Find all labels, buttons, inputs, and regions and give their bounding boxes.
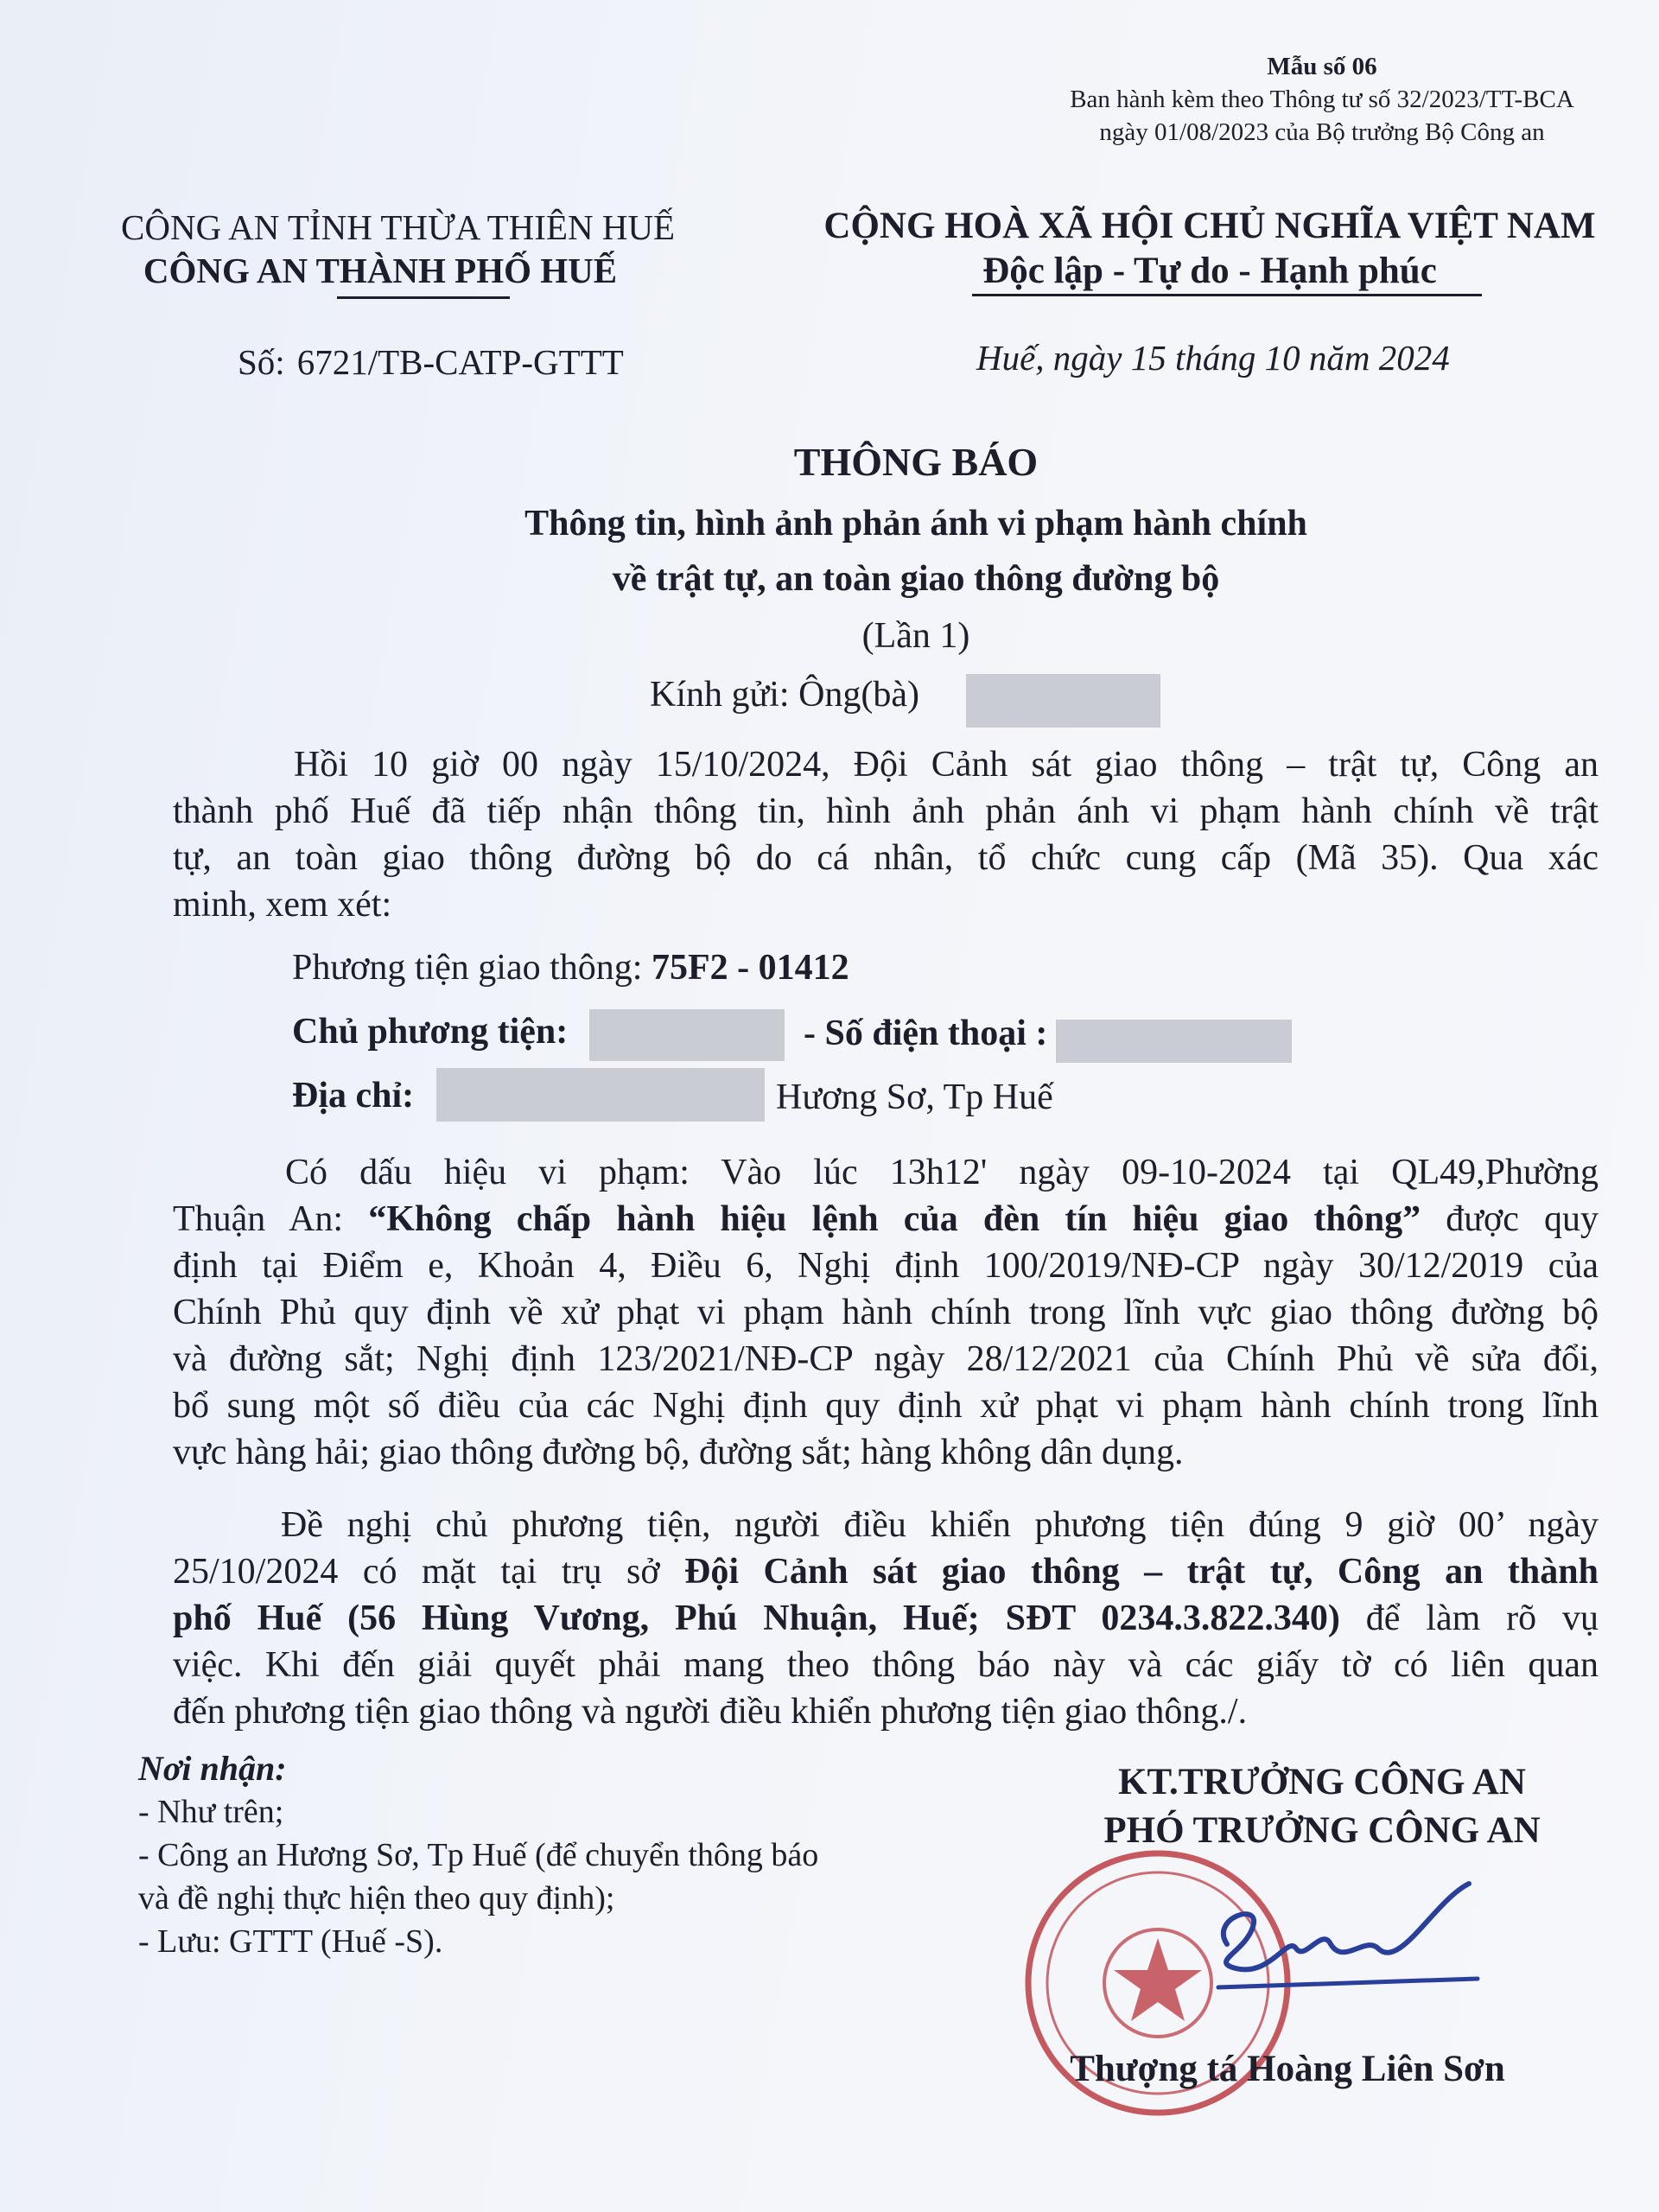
agency-header: [121, 206, 676, 292]
intro-paragraph: [173, 741, 1599, 928]
recipient-item: - Lưu: GTTT (Huế -S).: [138, 1923, 443, 1960]
request-cont: để làm rõ vụ: [1339, 1599, 1599, 1638]
request-address: phố Huế (56 Hùng Vương, Phú Nhuận, Huế; SĐT 0234.3.822.340): [173, 1599, 1340, 1638]
redacted-addressee: [966, 674, 1160, 728]
agency-underline: [337, 296, 510, 299]
request-line: Đề nghị chủ phương tiện, người điều khiển phương tiện đúng 9 giờ 00’ ngày: [281, 1505, 1599, 1545]
notice-round: (Lần 1): [861, 616, 970, 656]
subtitle-line1: Thông tin, hình ảnh phản ánh vi phạm hành chính: [524, 504, 1307, 543]
request-line: việc. Khi đến giải quyết phải mang theo thông báo này và các giấy tờ có liên quan: [173, 1645, 1599, 1685]
request-line: đến phương tiện giao thông và người điều khiển phương tiện giao thông./.: [173, 1692, 1248, 1732]
intro-line: minh, xem xét:: [173, 885, 392, 925]
document-title: THÔNG BÁO: [793, 440, 1039, 484]
form-number: Mẫu số 06: [1267, 53, 1377, 80]
violation-line: [173, 1196, 1599, 1243]
agency-parent: CÔNG AN TỈNH THỪA THIÊN HUẾ: [121, 207, 676, 247]
motto-underline: [972, 294, 1482, 296]
violation-line: Có dấu hiệu vi phạm: Vào lúc 13h12' ngày 09-10-2024 tại QL49,Phường: [285, 1153, 1599, 1192]
agency-name: CÔNG AN THÀNH PHỐ HUẾ: [143, 251, 618, 290]
redacted-owner: [589, 1009, 785, 1061]
vehicle-plate: 75F2 - 01412: [651, 948, 849, 988]
so-value: 6721/TB-CATP-GTTT: [296, 342, 624, 382]
violation-line: Chính Phủ quy định về xử phạt vi phạm hành chính trong lĩnh vực giao thông đường bộ: [173, 1293, 1599, 1332]
recipient-item: - Công an Hương Sơ, Tp Huế (để chuyển thông báo: [138, 1837, 819, 1873]
document-subtitle: [225, 496, 1607, 607]
vehicle-label: Phương tiện giao thông:: [292, 948, 643, 988]
signature-title1: KT.TRƯỞNG CÔNG AN: [1118, 1762, 1526, 1802]
form-issued-line2: ngày 01/08/2023 của Bộ trưởng Bộ Công an: [1099, 118, 1545, 146]
request-line: [173, 1595, 1599, 1642]
violation-line: và đường sắt; Nghị định 123/2021/NĐ-CP ngày 28/12/2021 của Chính Phủ về sửa đổi,: [173, 1339, 1599, 1379]
recipients-heading: Nơi nhận:: [138, 1749, 287, 1788]
violation-line: bổ sung một số điều của các Nghị định quy định xử phạt vi phạm hành chính trong lĩnh: [173, 1386, 1599, 1426]
so-label: Số:: [238, 342, 285, 382]
intro-line: Hồi 10 giờ 00 ngày 15/10/2024, Đội Cảnh sát giao thông – trật tự, Công an: [294, 745, 1599, 785]
recipient-item: và đề nghị thực hiện theo quy định);: [138, 1880, 615, 1916]
request-paragraph: [173, 1502, 1599, 1735]
form-issued-line1: Ban hành kèm theo Thông tư số 32/2023/TT-BCA: [1070, 86, 1574, 113]
document-number: [238, 341, 624, 383]
intro-line: thành phố Huế đã tiếp nhận thông tin, hình ảnh phản ánh vi phạm hành chính về trật: [173, 791, 1599, 831]
addressee: Kính gửi: Ông(bà): [650, 675, 920, 715]
handwritten-signature-icon: [1192, 1866, 1486, 1996]
phone-label: - Số điện thoại :: [804, 1014, 1048, 1053]
nation-name: CỘNG HOÀ XÃ HỘI CHỦ NGHĨA VIỆT NAM: [823, 206, 1596, 246]
signature-block: [1020, 1758, 1624, 1855]
signer-name: Thượng tá Hoàng Liên Sơn: [1070, 2049, 1505, 2089]
request-date: 25/10/2024 có mặt tại trụ sở: [173, 1552, 685, 1592]
request-line: [173, 1548, 1599, 1595]
nation-motto: Độc lập - Tự do - Hạnh phúc: [982, 251, 1437, 291]
form-reference: [1020, 50, 1624, 149]
recipients: [138, 1747, 818, 1963]
address-label: Địa chỉ:: [292, 1076, 415, 1116]
signature-title2: PHÓ TRƯỞNG CÔNG AN: [1103, 1810, 1541, 1851]
violation-location: Thuận An:: [173, 1199, 369, 1239]
violation-line: vực hàng hải; giao thông đường bộ, đường sắt; hàng không dân dụng.: [173, 1433, 1184, 1472]
vehicle-line: [292, 947, 849, 988]
request-office: Đội Cảnh sát giao thông – trật tự, Công an thành: [684, 1552, 1599, 1592]
redacted-phone: [1056, 1020, 1292, 1063]
nation-header: [795, 204, 1624, 294]
violation-offense: “Không chấp hành hiệu lệnh của đèn tín hiệu giao thông”: [368, 1199, 1421, 1239]
owner-label: Chủ phương tiện:: [292, 1012, 569, 1052]
owner-line: [292, 1011, 568, 1052]
redacted-address: [436, 1068, 765, 1122]
address-tail: Hương Sơ, Tp Huế: [776, 1077, 1053, 1117]
intro-line: tự, an toàn giao thông đường bộ do cá nhân, tổ chức cung cấp (Mã 35). Qua xác: [173, 838, 1599, 878]
recipient-item: - Như trên;: [138, 1794, 284, 1830]
place-date: Huế, ngày 15 tháng 10 năm 2024: [976, 338, 1450, 378]
subtitle-line2: về trật tự, an toàn giao thông đường bộ: [612, 559, 1220, 599]
violation-paragraph: [173, 1149, 1599, 1476]
violation-line: định tại Điểm e, Khoản 4, Điều 6, Nghị định 100/2019/NĐ-CP ngày 30/12/2019 của: [173, 1246, 1599, 1286]
violation-cont: được quy: [1421, 1199, 1599, 1239]
